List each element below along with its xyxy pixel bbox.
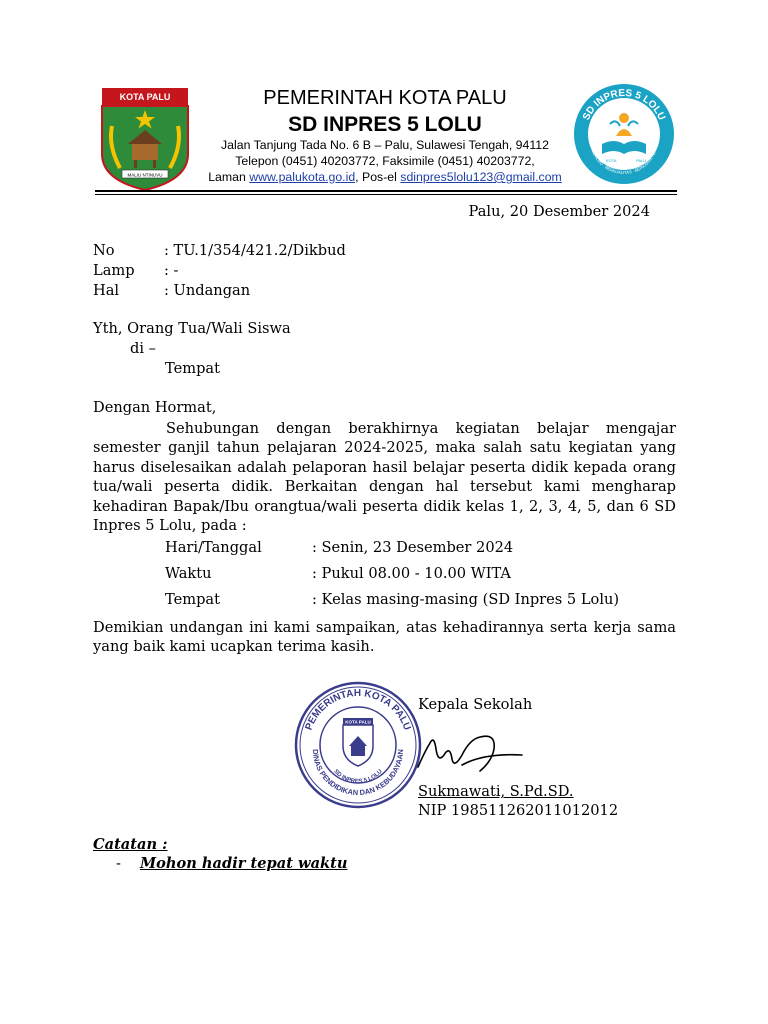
meta-no-value: : TU.1/354/421.2/Dikbud — [164, 242, 346, 259]
closing-paragraph: Demikian undangan ini kami sampaikan, atas kehadirannya serta kerja sama yang baik kami ucapkan terima kasih. — [93, 619, 676, 656]
school-logo-title: SD INPRES 5 LOLU — [580, 87, 668, 123]
stamp-inner-text: SD INPRES 5 LOLU — [332, 768, 384, 786]
detail-place-label: Tempat — [165, 591, 220, 608]
stamp-top-text: PEMERINTAH KOTA PALU — [303, 687, 413, 732]
note-item: Mohon hadir tepat waktu — [140, 855, 348, 872]
stamp-bottom-text: DINAS PENDIDIKAN DAN KEBUDAYAAN — [310, 748, 406, 798]
school-phone: Telepon (0451) 40203772, Faksimile (0451) 40203772, — [235, 154, 535, 168]
school-address: Jalan Tanjung Tada No. 6 B – Palu, Sulawesi Tengah, 94112 — [221, 138, 549, 152]
official-stamp — [293, 680, 423, 810]
emblem-ribbon-text: MALIU NTINUVU — [127, 172, 163, 178]
school-logo-city-right: PALU — [636, 158, 647, 163]
detail-day-label: Hari/Tanggal — [165, 539, 262, 556]
website-link[interactable]: www.palukota.go.id — [249, 170, 356, 184]
note-title: Catatan : — [93, 836, 168, 853]
kota-palu-emblem — [100, 86, 190, 192]
meta-hal-value: : Undangan — [164, 282, 251, 299]
letterhead-rule-thin — [95, 194, 677, 195]
emblem-banner-text: KOTA PALU — [119, 92, 171, 102]
email-link[interactable]: sdinpres5lolu123@gmail.com — [400, 170, 562, 184]
svg-text:SD INPRES 5 LOLU — [332, 769, 383, 785]
recipient-line: Yth, Orang Tua/Wali Siswa — [93, 320, 291, 337]
detail-time-value: : Pukul 08.00 - 10.00 WITA — [312, 565, 511, 582]
school-contact-line — [190, 170, 580, 184]
detail-time-label: Waktu — [165, 565, 212, 582]
school-name: SD INPRES 5 LOLU — [288, 113, 482, 136]
government-name: PEMERINTAH KOTA PALU — [263, 87, 507, 109]
meta-no-label: No — [93, 242, 115, 259]
handwritten-signature — [410, 715, 530, 785]
meta-lamp-label: Lamp — [93, 262, 135, 279]
web-label: Laman — [208, 170, 246, 184]
detail-place-value: : Kelas masing-masing (SD Inpres 5 Lolu) — [312, 591, 620, 608]
body-paragraph: Sehubungan dengan berakhirnya kegiatan belajar mengajar semester ganjil tahun pelajaran 2024-2025, maka salah satu kegiatan yang harus diselesaikan adalah pelaporan hasil belajar peserta didik kepada orang tua/wali peserta didik. Berkaitan dengan hal tersebut kami mengharap kehadiran Bapak/Ibu orangtua/wali peserta didik kelas 1, 2, 3, 4, 5, dan 6 SD Inpres 5 Lolu, pada : — [93, 420, 676, 535]
recipient-di: di – — [130, 340, 156, 357]
signatory-name: Sukmawati, S.Pd.SD. — [418, 783, 574, 800]
meta-lamp-value: : - — [164, 262, 179, 279]
school-logo — [572, 82, 676, 186]
greeting: Dengan Hormat, — [93, 399, 217, 416]
recipient-place: Tempat — [165, 360, 220, 377]
letterhead-rule-thick — [95, 190, 677, 192]
signature-position: Kepala Sekolah — [418, 696, 533, 713]
email-label: , Pos-el — [355, 170, 397, 184]
note-bullet: - — [116, 855, 121, 872]
detail-day-value: : Senin, 23 Desember 2024 — [312, 539, 514, 556]
school-logo-motto: BERILMU · BERKUALITAS · BERKARAKTER — [590, 148, 658, 176]
school-logo-city-left: KOTA — [606, 158, 617, 163]
signatory-nip: NIP 198511262011012012 — [418, 802, 619, 819]
letter-date: Palu, 20 Desember 2024 — [468, 203, 650, 220]
svg-text:DINAS PENDIDIKAN DAN KEBUDAYAA — [311, 749, 405, 797]
stamp-badge-text: KOTA PALU — [345, 719, 371, 725]
meta-hal-label: Hal — [93, 282, 120, 299]
